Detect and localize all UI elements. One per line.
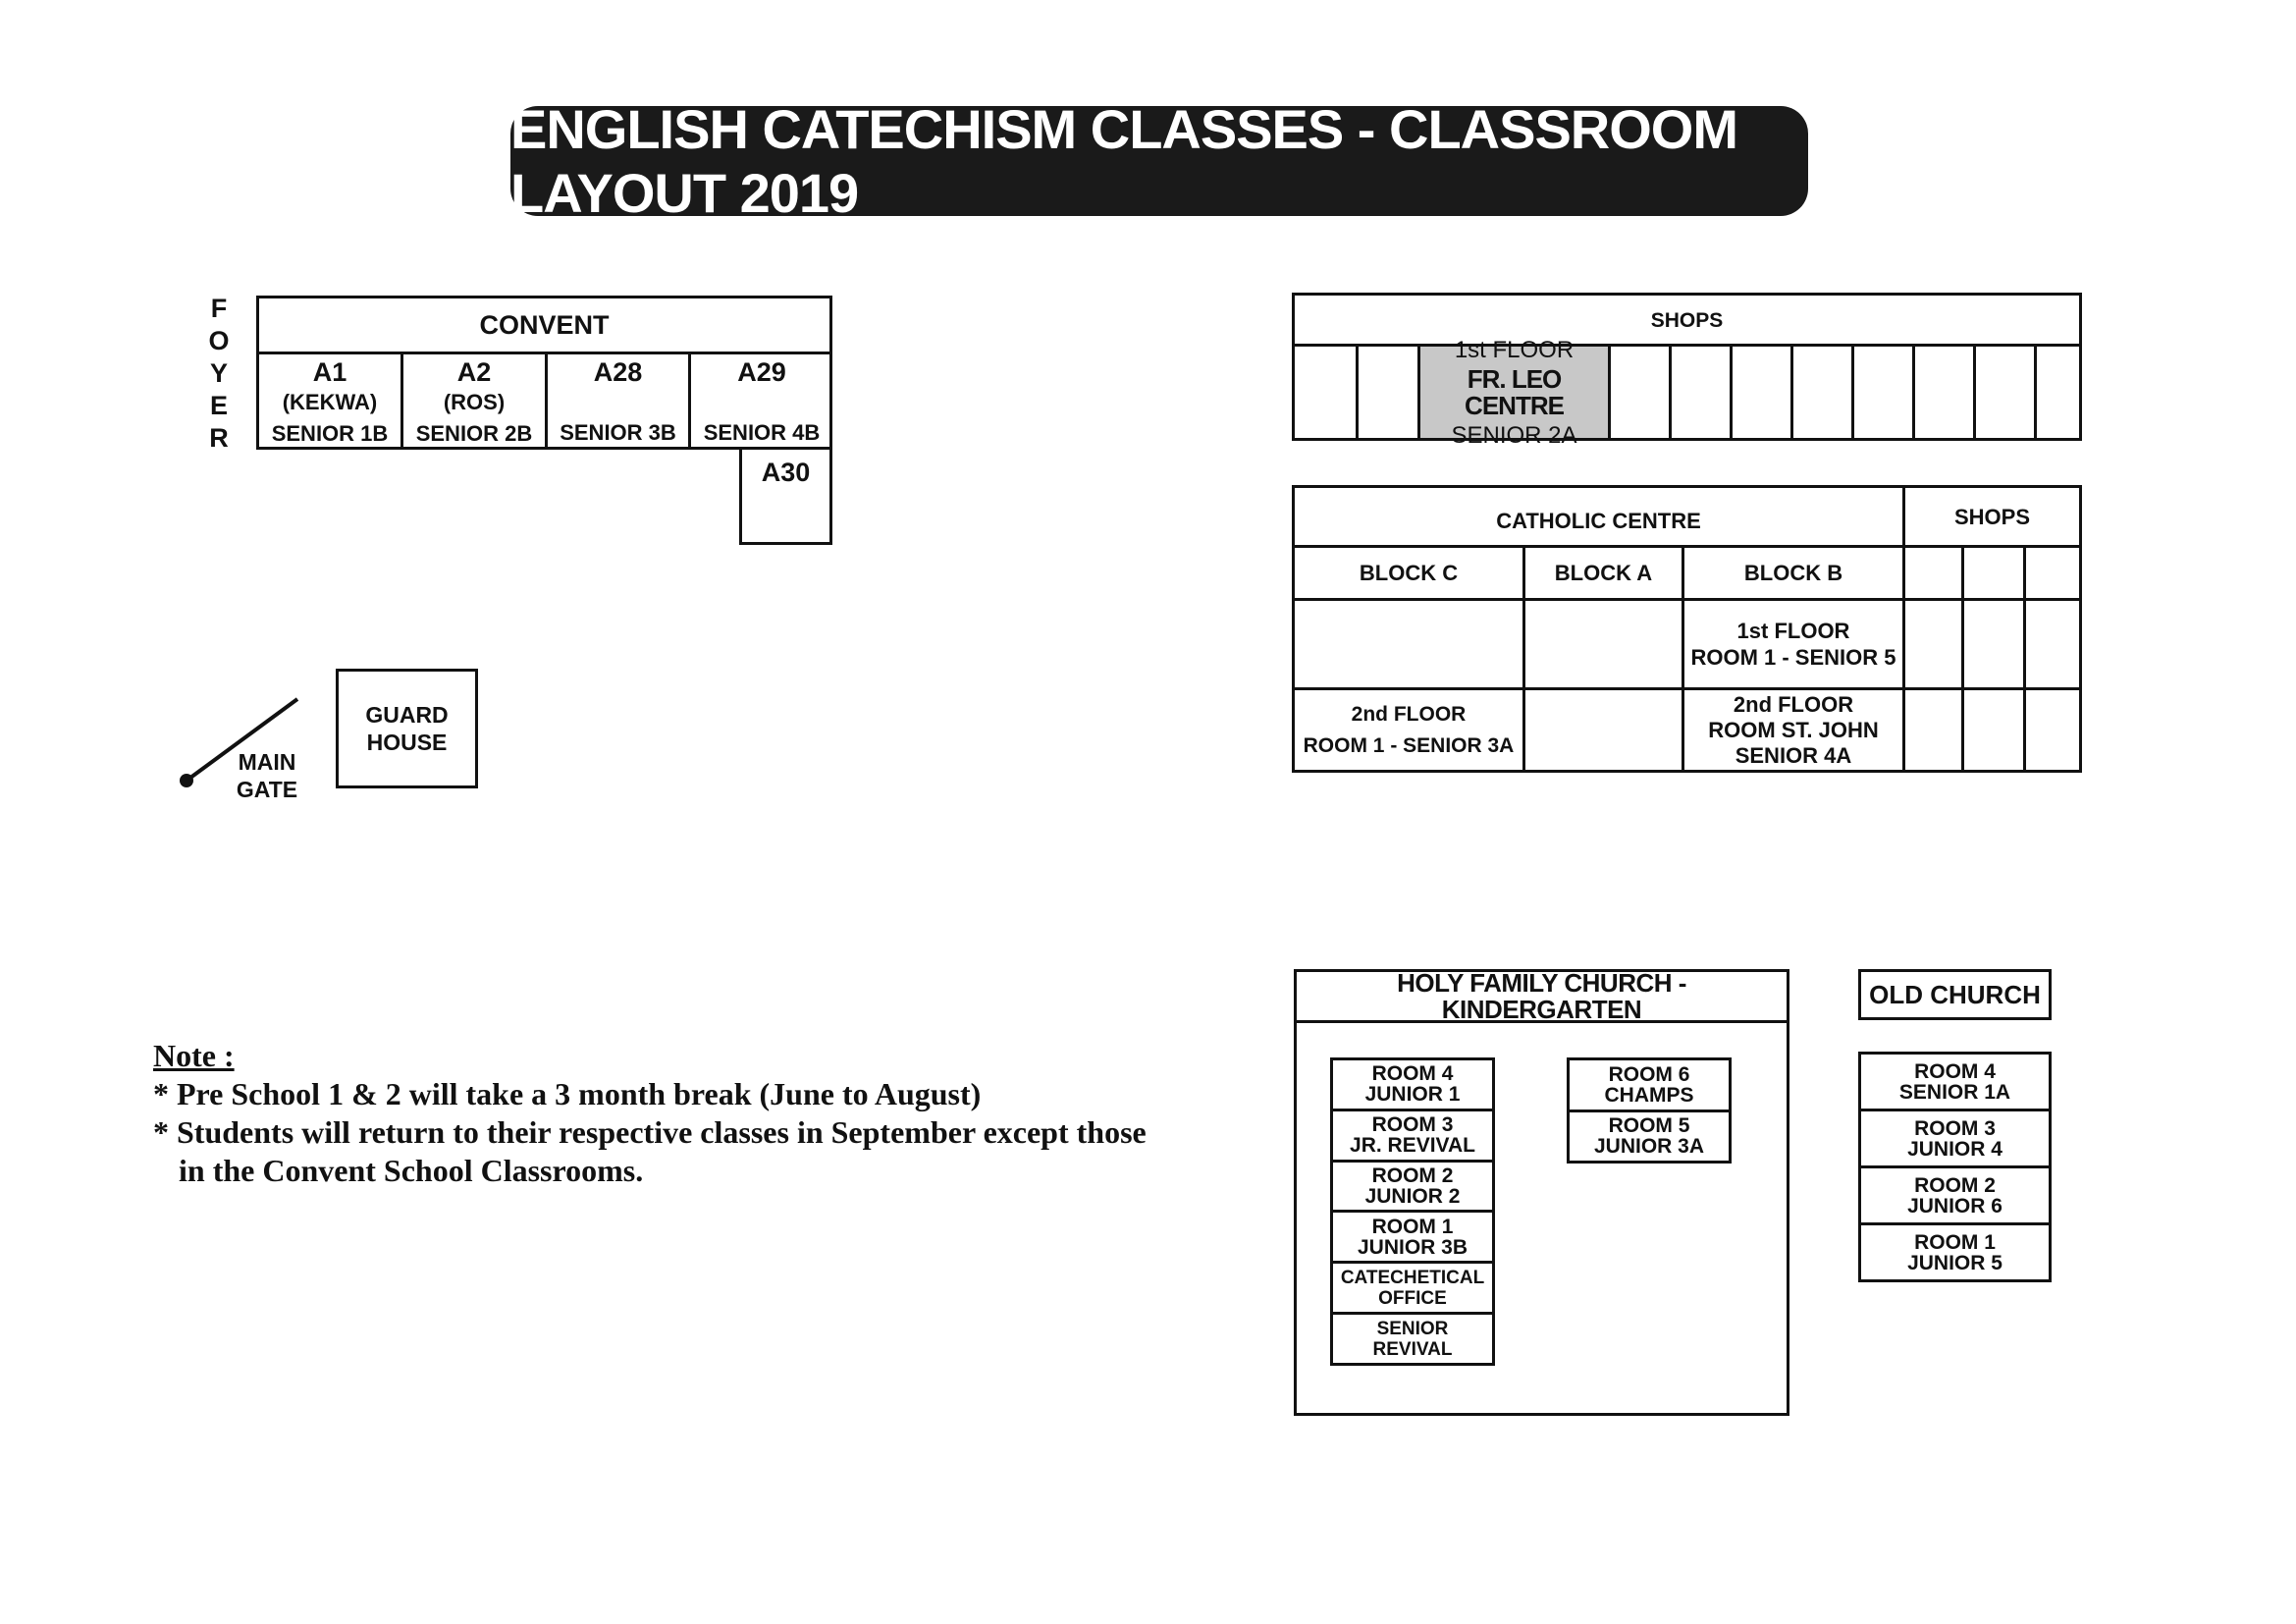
kindergarten-header: HOLY FAMILY CHURCH - KINDERGARTEN <box>1397 967 1686 1024</box>
kindergarten-block <box>1294 969 1789 1416</box>
note-line: in the Convent School Classrooms. <box>179 1153 644 1188</box>
room-jr-revival: ROOM 3 JR. REVIVAL <box>1333 1111 1492 1163</box>
room-junior-5: ROOM 1 JUNIOR 5 <box>1907 1230 2002 1274</box>
kindergarten-left-rooms <box>1330 1057 1495 1366</box>
room-a29: A29 SENIOR 4B <box>703 357 821 445</box>
block-b-2nd-floor: 2nd FLOOR ROOM ST. JOHN SENIOR 4A <box>1708 691 1879 768</box>
room-junior-4: ROOM 3 JUNIOR 4 <box>1861 1111 2049 1168</box>
room-a1: A1 (KEKWA) SENIOR 1B <box>271 357 389 446</box>
convent-block <box>256 296 832 450</box>
senior-revival: SENIOR REVIVAL <box>1372 1318 1453 1360</box>
convent-header: CONVENT <box>479 309 610 340</box>
block-a-label: BLOCK A <box>1554 561 1653 585</box>
main-gate-label: MAIN GATE <box>236 749 298 802</box>
block-b-label: BLOCK B <box>1743 561 1843 585</box>
room-champs: ROOM 6 CHAMPS <box>1570 1060 1729 1112</box>
room-a30: A30 <box>739 447 832 545</box>
shops-right-header: SHOPS <box>1953 504 2031 529</box>
room-junior-1: ROOM 4 JUNIOR 1 <box>1333 1060 1492 1111</box>
block-c-label: BLOCK C <box>1359 561 1459 585</box>
catholic-centre-header: CATHOLIC CENTRE <box>1496 508 1701 533</box>
room-junior-3a: ROOM 5 JUNIOR 3A <box>1593 1114 1705 1159</box>
old-church-rooms <box>1858 1052 2052 1282</box>
room-junior-2: ROOM 2 JUNIOR 2 <box>1333 1163 1492 1214</box>
shops-top-header: SHOPS <box>1650 308 1724 332</box>
note-line: * Students will return to their respective classes in September except those <box>153 1114 1147 1150</box>
note-section <box>153 1037 1262 1190</box>
foyer-label: F O Y E R <box>208 294 230 453</box>
page-title: ENGLISH CATECHISM CLASSES - CLASSROOM LAYOUT 2019 <box>510 106 1808 216</box>
room-senior-1a: ROOM 4 SENIOR 1A <box>1861 1055 2049 1111</box>
kindergarten-right-rooms <box>1567 1057 1732 1164</box>
room-junior-3b: ROOM 1 JUNIOR 3B <box>1333 1213 1492 1264</box>
block-c-2nd-floor: 2nd FLOOR ROOM 1 - SENIOR 3A <box>1303 702 1515 757</box>
catechetical-office: CATECHETICAL OFFICE <box>1333 1264 1492 1315</box>
fr-leo-centre: 1st FLOOR FR. LEO CENTRE SENIOR 2A <box>1420 347 1608 438</box>
room-a28: A28 SENIOR 3B <box>560 357 676 445</box>
room-junior-6: ROOM 2 JUNIOR 6 <box>1861 1168 2049 1225</box>
catholic-centre-block <box>1292 485 2082 773</box>
guard-house: GUARD HOUSE <box>336 669 478 788</box>
note-line: * Pre School 1 & 2 will take a 3 month break (June to August) <box>153 1076 982 1111</box>
old-church-header: OLD CHURCH <box>1858 969 2052 1020</box>
note-heading: Note : <box>153 1038 235 1073</box>
shops-top-block <box>1292 293 2082 449</box>
block-b-1st-floor: 1st FLOOR ROOM 1 - SENIOR 5 <box>1690 619 1896 670</box>
room-a2: A2 (ROS) SENIOR 2B <box>415 357 533 446</box>
